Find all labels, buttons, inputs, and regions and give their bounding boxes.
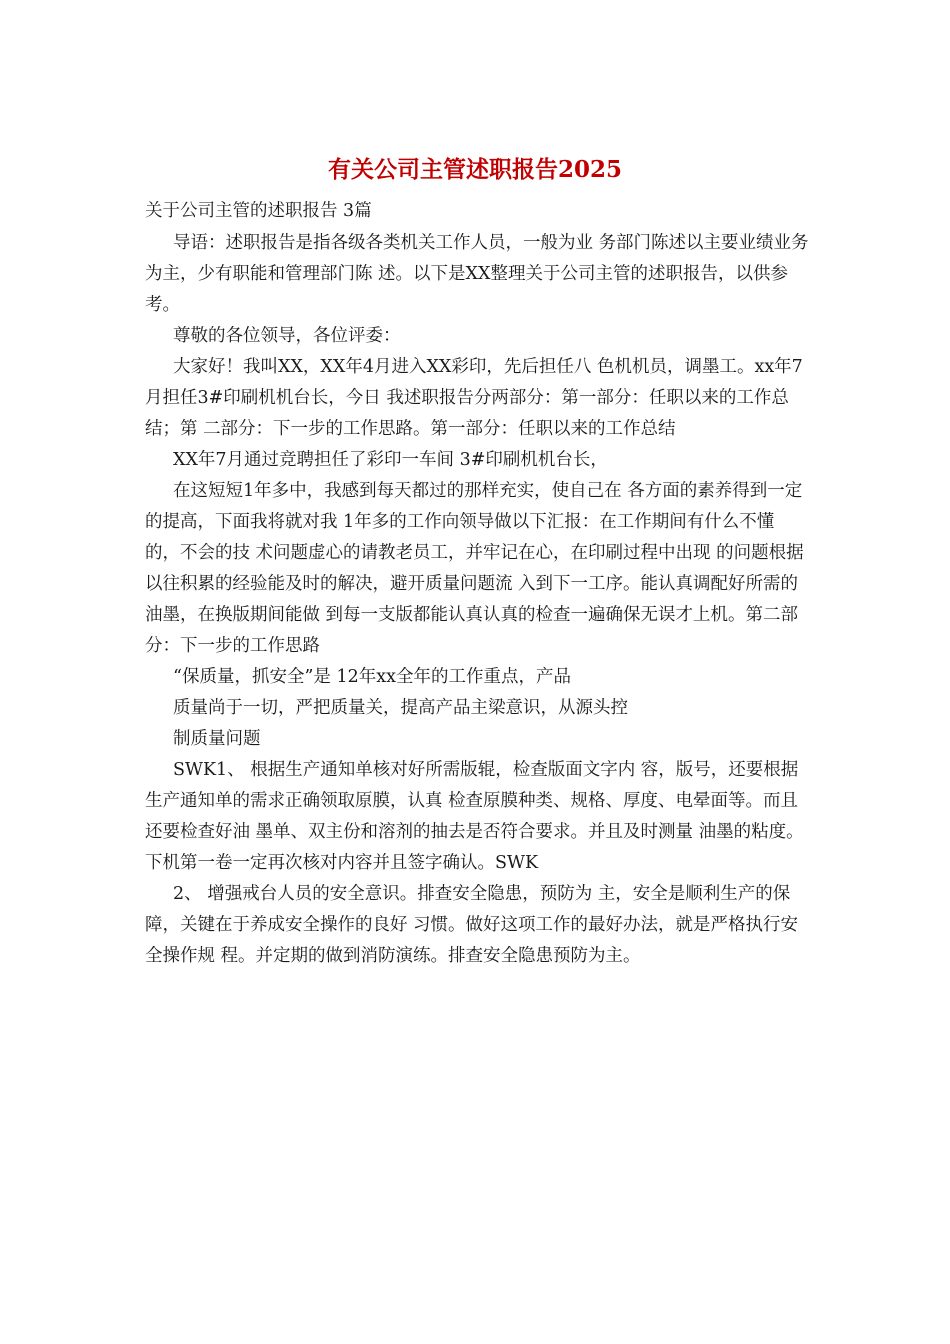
paragraph-self-intro: 大家好！我叫XX，XX年4月进入XX彩印，先后担任八 色机机员，调墨工。xx年7月担任3#印刷机机台长，今日 我述职报告分两部分：第一部分：任职以来的工作总结；第 二部分：下一步的工作思路。第一部分：任职以来的工作总结 [145,357,803,439]
paragraph-item-2: 2、 增强戒台人员的安全意识。排查安全隐患，预防为 主，安全是顺利生产的保障，关键在于养成安全操作的良好 习惯。做好这项工作的最好办法，就是严格执行安全操作规 程。并定期的做到消防演练。排查安全隐患预防为主。 [145,884,799,966]
paragraph-work-summary: 在这短短1年多中，我感到每天都过的那样充实，使自己在 各方面的素养得到一定的提高，下面我将就对我 1年多的工作向领导做以下汇报：在工作期间有什么不懂的，不会的技 术问题虚心的请教老员工，并牢记在心，在印刷过程中出现 的问题根据以往积累的经验能及时的解决，避开质量问题流 入到下一工序。能认真调配好所需的油墨，在换版期间能做 到每一支版都能认真认真的检查一遍确保无误才上机。第二部分：下一步的工作思路 [145,481,804,656]
paragraph-item-1: SWK1、 根据生产通知单核对好所需版辊，检查版面文字内 容，版号，还要根据生产通知单的需求正确领取原膜，认真 检查原膜种类、规格、厚度、电晕面等。而且还要检查好油 墨单、双主份和溶剂的抽去是否符合要求。并且及时测量 油墨的粘度。下机第一卷一定再次核对内容并且签字确认。SWK [145,760,804,873]
document-body [145,196,809,972]
paragraph-greeting: 尊敬的各位领导，各位评委： [173,326,401,346]
document-subtitle: 关于公司主管的述职报告 3篇 [145,201,372,221]
paragraph-quality-control: 制质量问题 [173,729,261,749]
paragraph-quality: 质量尚于一切，严把质量关，提高产品主梁意识，从源头控 [173,698,628,718]
document-title: 有关公司主管述职报告2025 [327,156,622,183]
paragraph-intro: 导语：述职报告是指各级各类机关工作人员，一般为业 务部门陈述以主要业绩业务为主，少有职能和管理部门陈 述。以下是XX整理关于公司主管的述职报告，以供参考。 [145,233,809,315]
paragraph-appointment: XX年7月通过竞聘担任了彩印一车间 3#印刷机机台长， [173,450,608,470]
paragraph-focus: “保质量，抓安全”是 12年xx全年的工作重点，产品 [173,667,571,687]
